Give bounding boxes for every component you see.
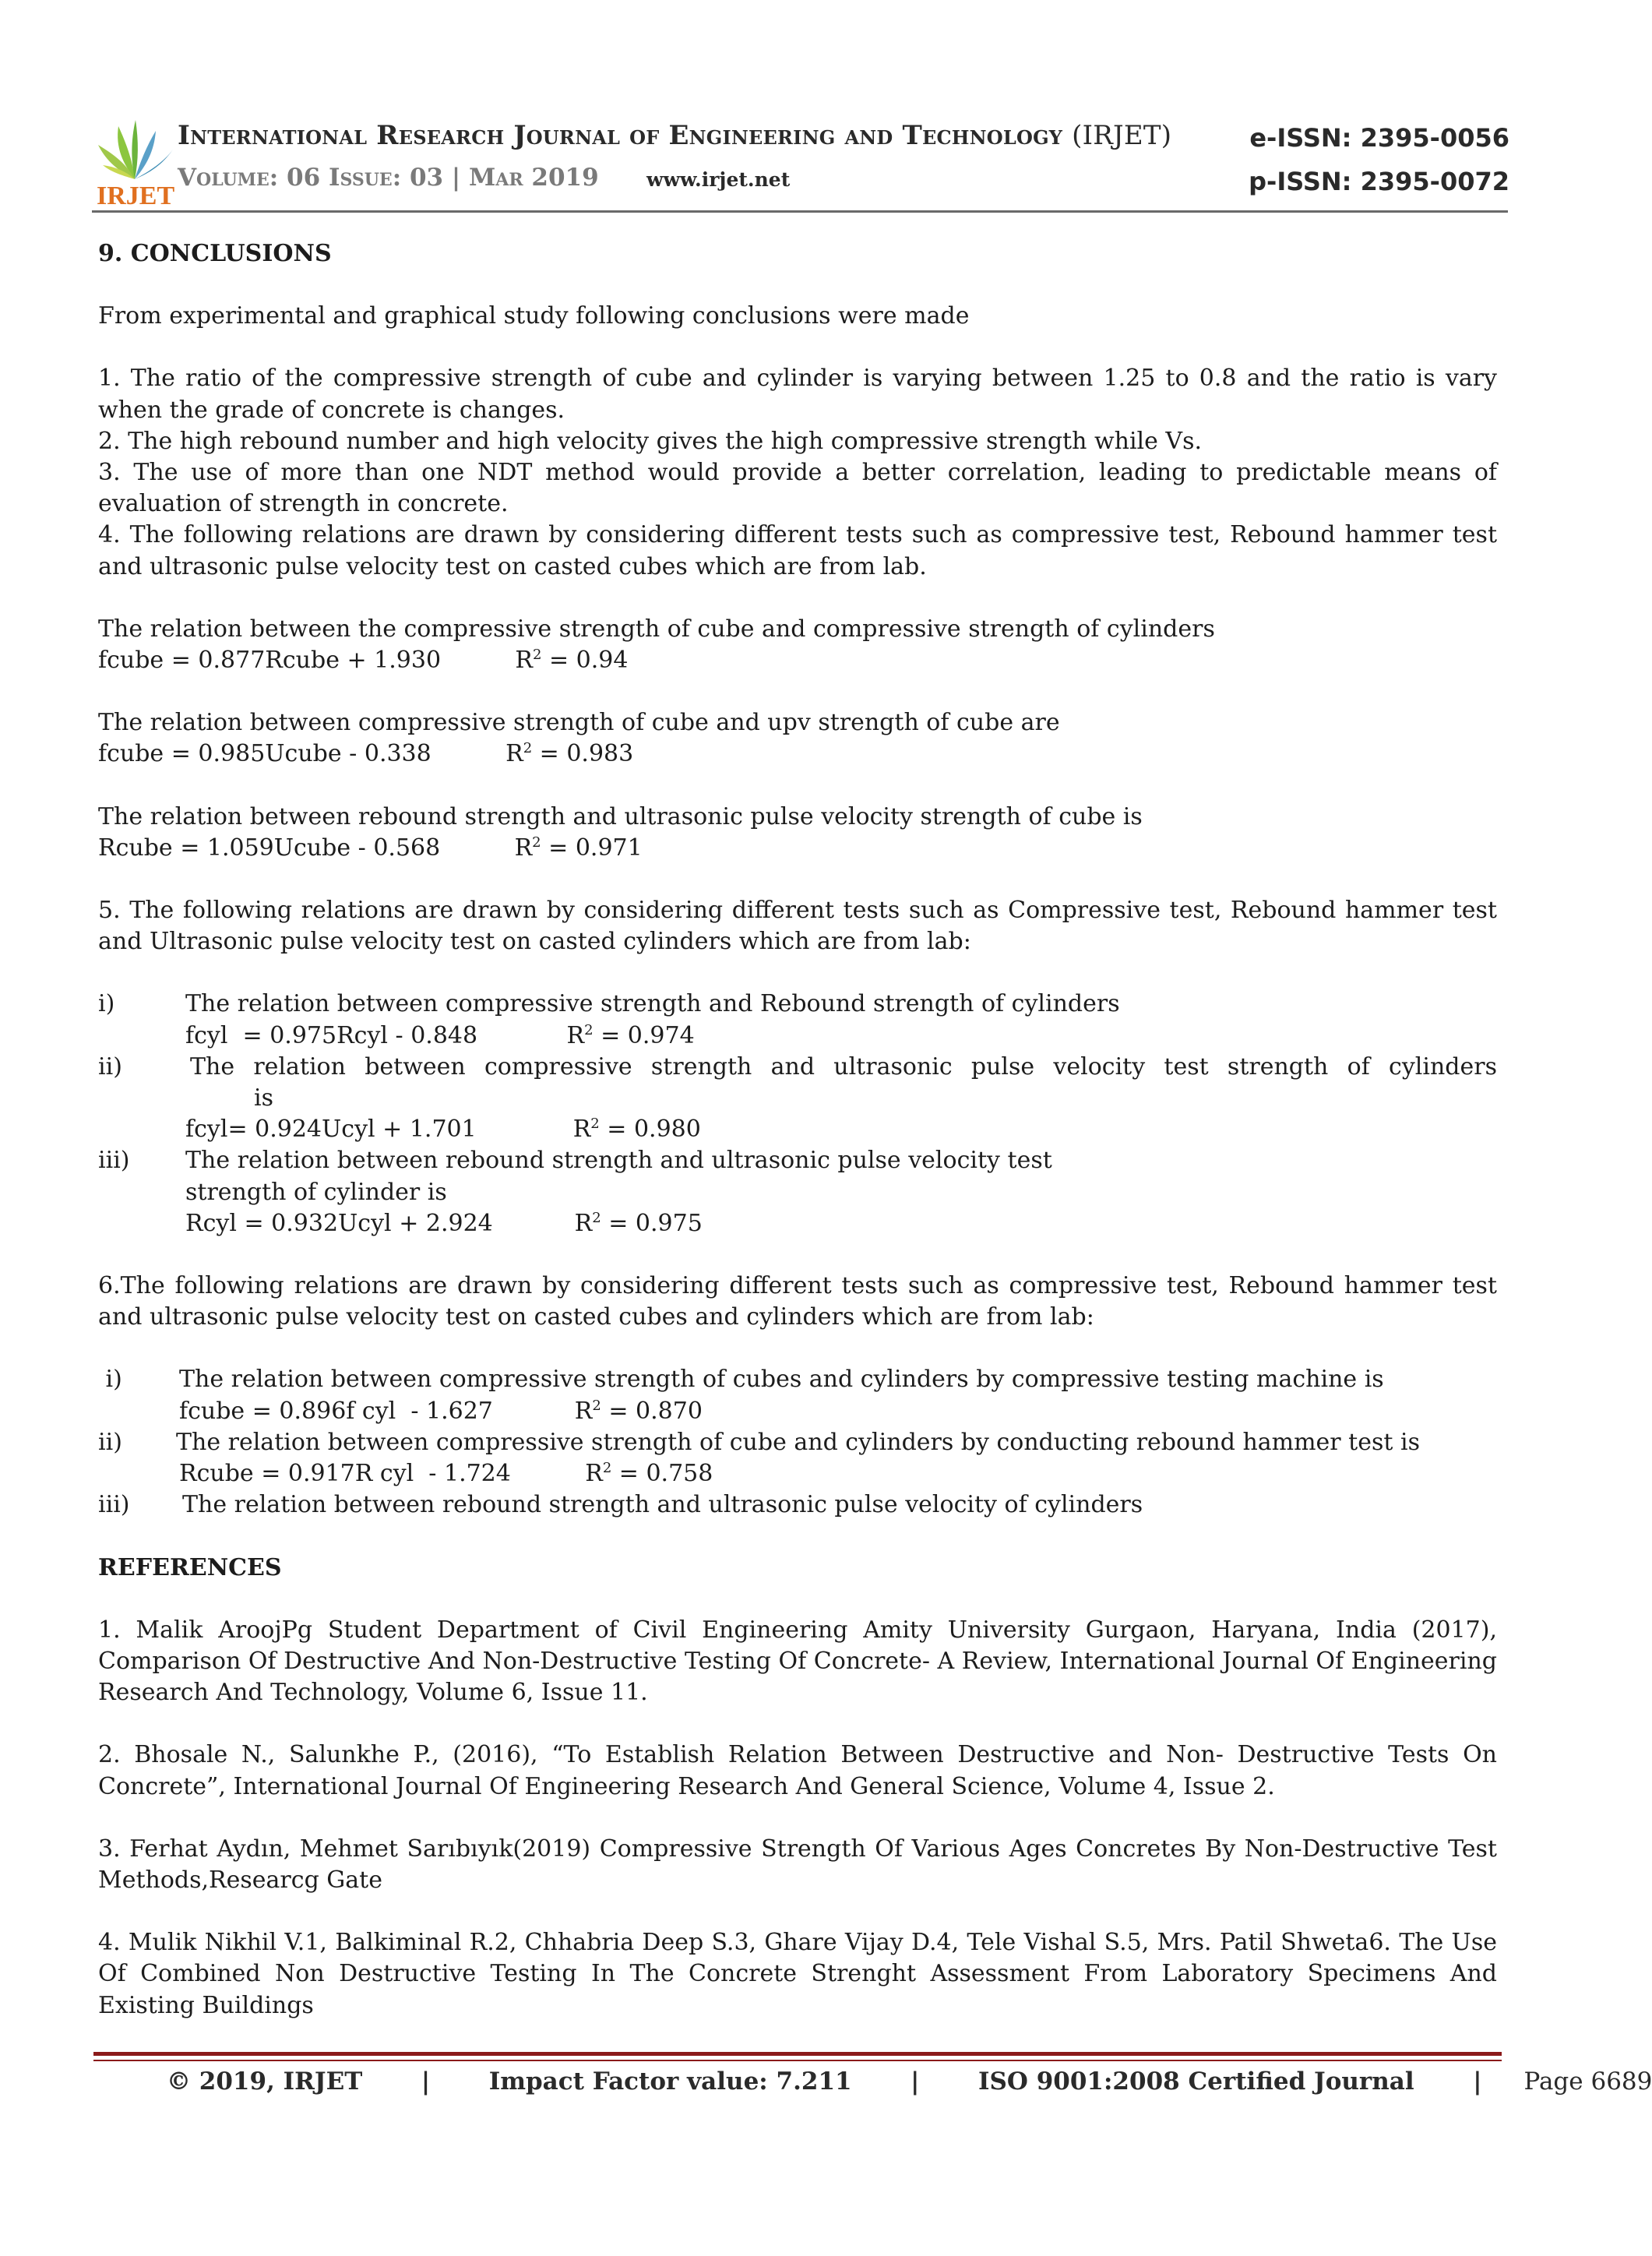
references-heading: REFERENCES (98, 1553, 282, 1581)
list-item-continuation: is (254, 1084, 273, 1112)
relation-2-equation: fcube = 0.985Ucube - 0.338 $R^2 = 0.983$ (98, 740, 634, 768)
cyl-equation-3: Rcyl = 0.932Ucyl + 2.924 $R^2 = 0.975$ (185, 1209, 703, 1237)
main-content (98, 238, 1497, 2022)
footer-iso: ISO 9001:2008 Certified Journal (978, 2067, 1414, 2096)
header-divider (92, 210, 1508, 213)
relation-1-text: The relation between the compressive strength of cube and compressive strength of cylinders (98, 615, 1215, 643)
journal-title: International Research Journal of Engineering and Technology (IRJET) (178, 120, 1172, 151)
reference-item: 2. Bhosale N., Salunkhe P., (2016), “To Establish Relation Between Destructive and Non- Destructive Tests On Concrete”, International Journal Of Engineering Research And General Science, Volume 4, Issue 2. (98, 1741, 1497, 1800)
conclusions-heading: 9. CONCLUSIONS (98, 240, 332, 267)
volume-issue-line: Volume: 06 Issue: 03 | Mar 2019 (178, 164, 599, 192)
logo-text: IRJET (97, 182, 175, 210)
list-item: ii) The relation between compressive strength of cube and cylinders by conducting rebound hammer test is (98, 1428, 1420, 1456)
irjet-logo-icon (92, 117, 178, 209)
conclusion-2: 2. The high rebound number and high velocity gives the high compressive strength while Vs. (98, 427, 1203, 455)
footer-impact-factor: Impact Factor value: 7.211 (488, 2067, 852, 2096)
cyl-equation-2: fcyl= 0.924Ucyl + 1.701 $R^2 = 0.980$ (185, 1116, 701, 1144)
journal-website-link[interactable]: www.irjet.net (646, 168, 791, 191)
list-item: i) The relation between compressive strength of cubes and cylinders by compressive testing machine is (98, 1366, 1384, 1394)
conclusion-1: 1. The ratio of the compressive strength of cube and cylinder is varying between 1.25 to 0.8 and the ratio is vary when the grade of concrete is changes. (98, 365, 1497, 424)
reference-item: 4. Mulik Nikhil V.1, Balkiminal R.2, Chhabria Deep S.3, Ghare Vijay D.4, Tele Vishal S.5, Mrs. Patil Shweta6. The Use Of Combined Non Destructive Testing In The Concrete Strenght Assessment From Laboratory Specimens And Existing Buildings (98, 1929, 1497, 2019)
conclusions-intro: From experimental and graphical study following conclusions were made (98, 302, 970, 330)
relation-2-text: The relation between compressive strength of cube and upv strength of cube are (98, 709, 1060, 737)
reference-item: 3. Ferhat Aydın, Mehmet Sarıbıyık(2019) Compressive Strength Of Various Ages Concretes By Non-Destructive Test Methods,Researcg Gate (98, 1835, 1497, 1894)
list-item: ii) The relation between compressive strength and ultrasonic pulse velocity test strength of cylinders (98, 1052, 1497, 1080)
combined-equation-1: fcube = 0.896f cyl - 1.627 $R^2 = 0.870$ (179, 1397, 703, 1425)
page-number: Page 6689 (1523, 2067, 1652, 2096)
combined-equation-2: Rcube = 0.917R cyl - 1.724 $R^2 = 0.758$ (179, 1460, 713, 1488)
page-header (92, 117, 1509, 214)
page-footer: © 2019, IRJET | Impact Factor value: 7.211 | ISO 9001:2008 Certified Journal | Page 6689 (167, 2067, 1652, 2096)
relation-1-equation: fcube = 0.877Rcube + 1.930 $R^2 = 0.94$ (98, 647, 629, 675)
conclusion-4: 4. The following relations are drawn by considering different tests such as compressive test, Rebound hammer test and ultrasonic pulse velocity test on casted cubes which are from lab. (98, 521, 1497, 580)
footer-divider (93, 2052, 1502, 2056)
reference-item: 1. Malik AroojPg Student Department of Civil Engineering Amity University Gurgaon, Haryana, India (2017), Comparison Of Destructive And Non-Destructive Testing Of Concrete- A Review, International Journal Of Engineering Research And Technology, Volume 6, Issue 11. (98, 1616, 1497, 1707)
relation-3-equation: Rcube = 1.059Ucube - 0.568 $R^2 = 0.971$ (98, 834, 643, 862)
list-item: iii) The relation between rebound strength and ultrasonic pulse velocity test strength of cylinder is (98, 1147, 1052, 1206)
list-item: i) The relation between compressive strength and Rebound strength of cylinders (98, 990, 1120, 1018)
conclusion-6: 6.The following relations are drawn by considering different tests such as compressive test, Rebound hammer test and ultrasonic pulse velocity test on casted cubes and cylinders which are from lab: (98, 1272, 1497, 1331)
relation-3-text: The relation between rebound strength and ultrasonic pulse velocity strength of cube is (98, 802, 1143, 830)
e-issn: e-ISSN: 2395-0056 (1249, 123, 1509, 153)
p-issn: p-ISSN: 2395-0072 (1249, 167, 1509, 196)
footer-divider-thin (93, 2060, 1502, 2061)
references-list (98, 1615, 1497, 2022)
footer-copyright: © 2019, IRJET (167, 2067, 363, 2096)
conclusion-5: 5. The following relations are drawn by considering different tests such as Compressive test, Rebound hammer test and Ultrasonic pulse velocity test on casted cylinders which are from lab: (98, 897, 1497, 956)
list-item: iii) The relation between rebound strength and ultrasonic pulse velocity of cylinders (98, 1491, 1143, 1519)
cyl-equation-1: fcyl = 0.975Rcyl - 0.848 $R^2 = 0.974$ (185, 1021, 695, 1049)
conclusion-3: 3. The use of more than one NDT method would provide a better correlation, leading to predictable means of evaluation of strength in concrete. (98, 459, 1497, 518)
